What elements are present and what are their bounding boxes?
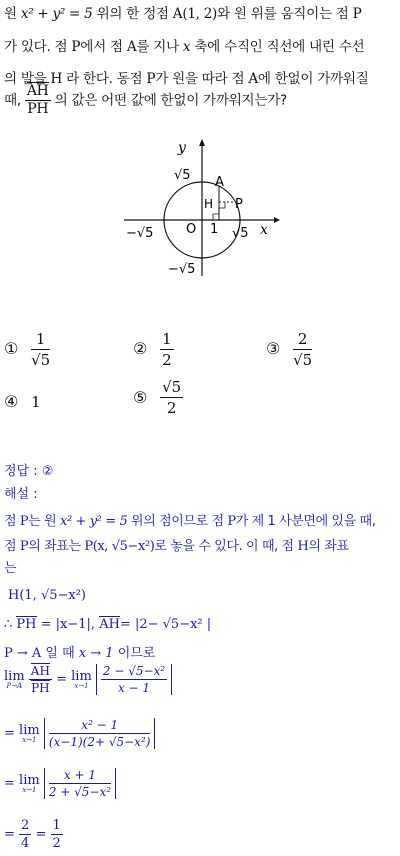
question-line-4: 때, $\frac{AH}{PH}$ 의 값은 어떤 값에 한없이 가까워지는가? — [4, 83, 287, 118]
ah-over-ph-fraction: $\frac{AH}{PH}$ — [26, 83, 49, 118]
point-a-coord: A(1, 2) — [172, 6, 218, 22]
circle-graph-figure — [118, 136, 282, 282]
y-tick-neg-sqrt5: −√5 — [168, 262, 196, 277]
x-axis-arrow — [274, 217, 280, 223]
choice-5-fraction: $\frac{√5}{2}$ — [162, 378, 182, 417]
h-coordinate: H(1, √5−x²) — [8, 588, 87, 603]
distance-line: ∴ PH = |x−1|, AH= |2− √5−x² | — [4, 617, 212, 632]
limit-step-2: = lim x→1 $\frac{\text{x² − 1}}{\text{(x−1)(2+ √5−x²)}}$ — [4, 718, 155, 749]
x-tick-neg-sqrt5: −√5 — [126, 226, 154, 241]
choice-3-fraction: $\frac{2}{√5}$ — [293, 330, 313, 369]
right-angle-mark — [213, 214, 219, 220]
limit-step-1: lim P→A $\frac{AH}{PH}$ = lim x→1 $\frac{\text{2 − √5−x²}}{x - 1}$ — [4, 664, 172, 695]
choice-2-fraction: $\frac{1}{2}$ — [162, 330, 172, 369]
answer-line: 정답 : ② — [4, 464, 54, 479]
point-h-label: H — [204, 197, 214, 211]
choice-2[interactable]: ② $\frac{1}{2}$ — [133, 330, 172, 369]
choice-5[interactable]: ⑤ $\frac{√5}{2}$ — [133, 378, 182, 417]
origin-label: O — [186, 222, 197, 237]
choice-3[interactable]: ③ $\frac{2}{√5}$ — [266, 330, 313, 369]
x-axis-label: x — [260, 222, 268, 238]
choice-4[interactable]: ④ 1 — [4, 392, 41, 411]
solution-line-2: 점 P의 좌표는 P(x, √5−x²)로 놓을 수 있다. 이 때, 점 H의 좌표 — [4, 539, 349, 554]
x-tick-sqrt5: √5 — [232, 226, 249, 241]
y-axis-label: y — [178, 140, 186, 156]
question-line-2: 가 있다. 점 P에서 점 A를 지나 x 축에 수직인 직선에 내린 수선 — [4, 39, 365, 55]
solution-line-1: 점 P는 원 x² + y² = 5 위의 점이므로 점 P가 제 1 사분면에 있을 때, — [4, 514, 376, 529]
choice-1[interactable]: ① $\frac{1}{√5}$ — [4, 330, 51, 369]
x-tick-one: 1 — [210, 222, 219, 237]
point-p-label: P — [235, 197, 243, 212]
point-a-label: A — [215, 175, 224, 190]
final-result: = $\frac{2}{4}$ = $\frac{1}{2}$ — [4, 818, 61, 851]
limit-step-3: = lim x→1 $\frac{x + 1}{\text{2 + √5−x²}}$ — [4, 768, 116, 799]
question-line-3: 의 발을 H 라 한다. 동점 P가 원을 따라 점 A에 한없이 가까워질 — [4, 71, 369, 87]
y-tick-sqrt5: √5 — [174, 168, 191, 183]
solution-line-3: 는 — [4, 561, 17, 576]
explanation-label: 해설 : — [4, 487, 38, 502]
limit-condition-line: P → A 일 때 x → 1 이므로 — [4, 646, 156, 661]
circle-equation: x² + y² = 5 — [20, 6, 93, 22]
choice-1-fraction: $\frac{1}{√5}$ — [31, 330, 51, 369]
right-angle-mark-2 — [219, 202, 225, 208]
question-line-1: 원 x² + y² = 5 위의 한 정점 A(1, 2)와 원 위를 움직이는 점 P — [4, 6, 362, 22]
y-axis-arrow — [199, 139, 205, 146]
